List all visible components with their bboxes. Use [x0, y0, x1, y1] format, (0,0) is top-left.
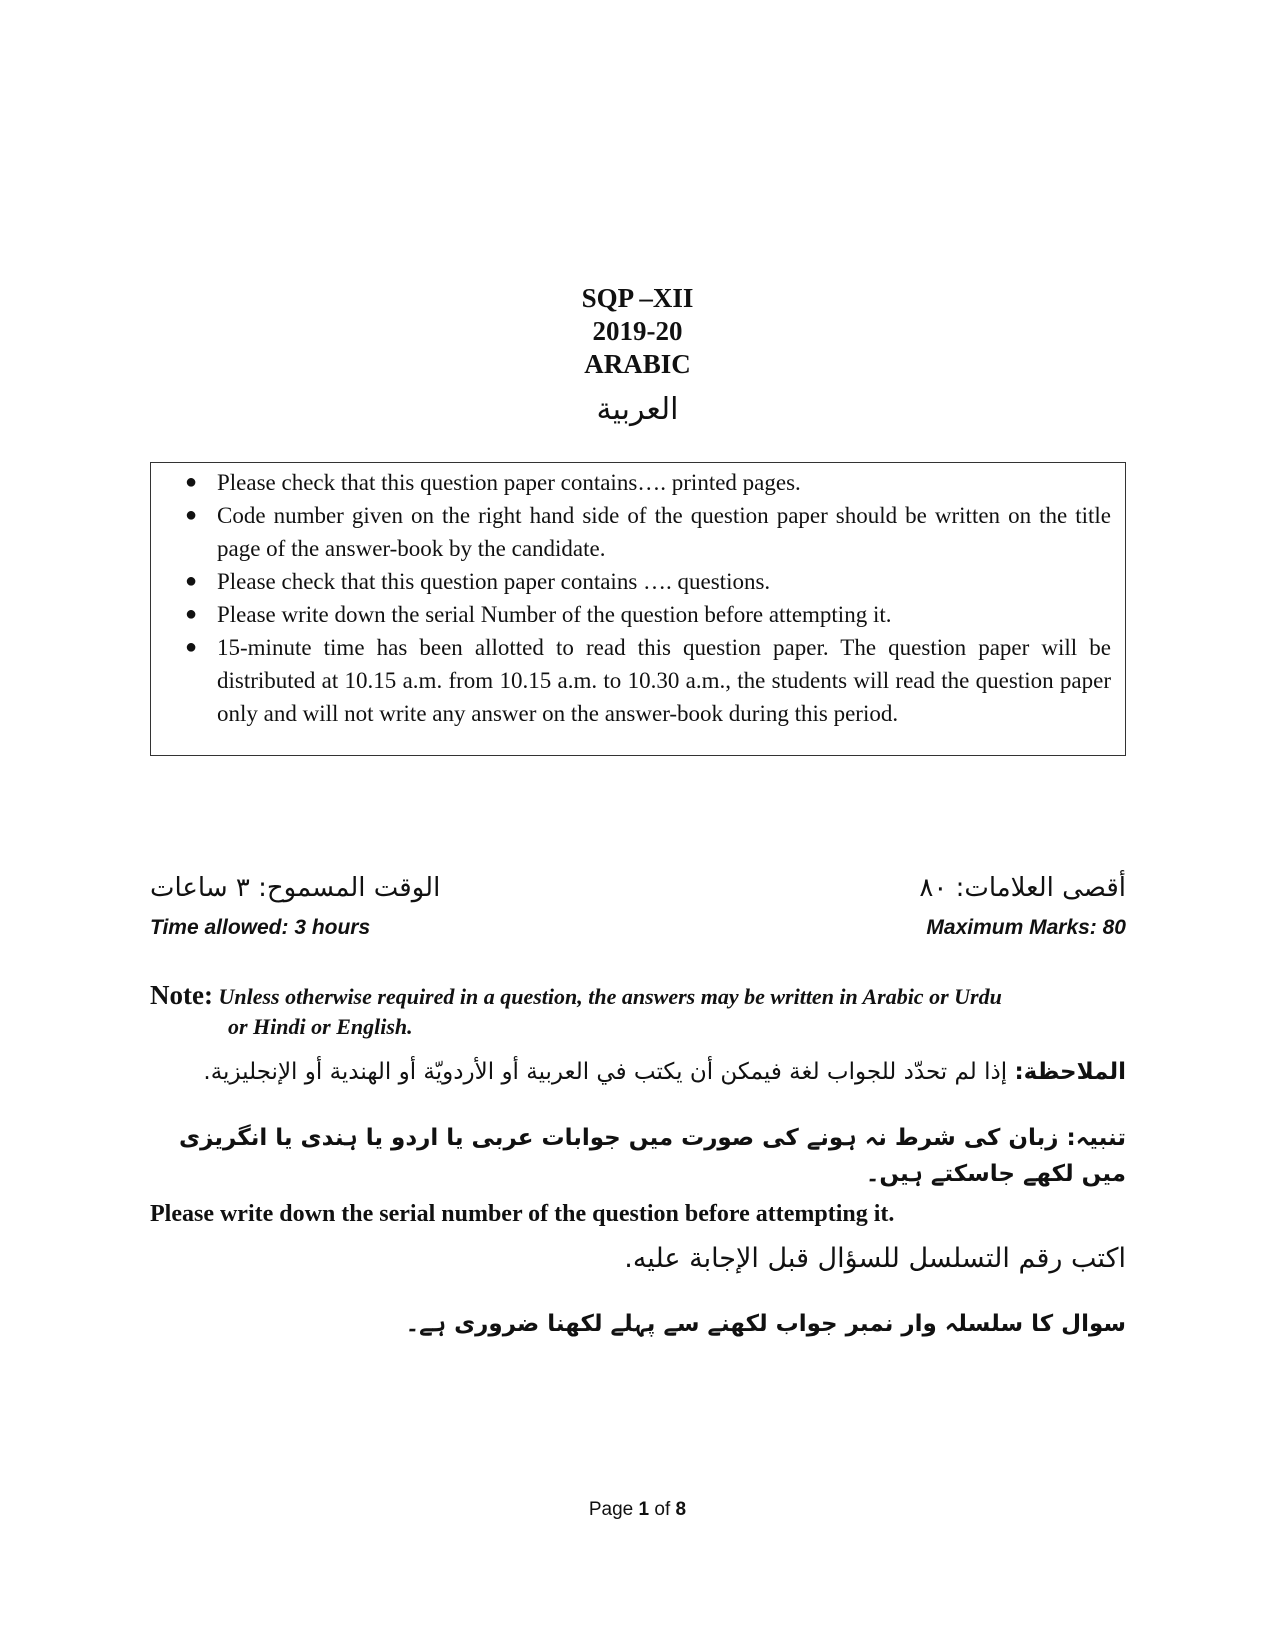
maximum-marks-english: Maximum Marks: 80: [926, 916, 1126, 939]
paper-header: [0, 282, 1275, 433]
note-label: Note:: [150, 980, 213, 1010]
instruction-item: [185, 631, 1111, 730]
bullet-icon: ●: [185, 603, 198, 625]
page-word: Page: [588, 1499, 634, 1520]
note-arabic-text: إذا لم تحدّد للجواب لغة فيمكن أن يكتب في العربية أو الأردويّة أو الهندية أو الإنجليزية.: [203, 1059, 1008, 1085]
serial-instruction-english: Please write down the serial number of the question before attempting it.: [150, 1201, 895, 1227]
note-arabic-label: الملاحظة:: [1014, 1059, 1126, 1085]
paper-code: SQP –XII: [581, 283, 694, 313]
bullet-icon: ●: [185, 504, 198, 526]
time-allowed-english: Time allowed: 3 hours: [150, 916, 371, 939]
instruction-text: Please check that this question paper contains …. questions.: [217, 569, 771, 594]
paper-subject-arabic: العربية: [596, 392, 679, 427]
time-allowed-arabic: الوقت المسموح: ٣ ساعات: [150, 873, 441, 903]
instruction-text: Code number given on the right hand side of the question paper should be written on the title page of the answer-book by the candidate.: [217, 503, 1111, 561]
maximum-marks-arabic: أقصى العلامات: ٨٠: [919, 873, 1126, 903]
total-page-count: 8: [675, 1499, 687, 1520]
current-page-number: 1: [638, 1499, 650, 1520]
instructions-list: [173, 466, 1111, 730]
bullet-icon: ●: [185, 636, 198, 658]
note-urdu-label: تنبیہ:: [1066, 1125, 1126, 1151]
bullet-icon: ●: [185, 570, 198, 592]
serial-instruction-arabic: اكتب رقم التسلسل للسؤال قبل الإجابة عليه.: [624, 1243, 1126, 1274]
page-footer: [0, 1498, 1275, 1522]
instruction-text: Please check that this question paper contains…. printed pages.: [217, 470, 801, 495]
note-urdu-text: زبان کی شرط نہ ہونے کی صورت میں جوابات عربی یا اردو یا ہندی یا انگریزی میں لکھے جاسکتے ہیں۔: [179, 1125, 1126, 1187]
instruction-item: [185, 565, 1111, 598]
paper-subject: ARABIC: [584, 349, 691, 379]
serial-instruction-urdu: سوال کا سلسلہ وار نمبر جواب لکھنے سے پہلے لکھنا ضروری ہے۔: [405, 1311, 1126, 1337]
instruction-text: 15-minute time has been allotted to read this question paper. The question paper will be distributed at 10.15 a.m. from 10.15 a.m. to 10.30 a.m., the students will read the question paper only and will not write any answer on the answer-book during this period.: [217, 635, 1111, 726]
instruction-text: Please write down the serial Number of the question before attempting it.: [217, 602, 892, 627]
instruction-item: [185, 466, 1111, 499]
of-word: of: [654, 1499, 671, 1520]
note-urdu: [150, 1120, 1126, 1192]
paper-year: 2019-20: [592, 316, 683, 346]
instruction-item: [185, 598, 1111, 631]
instruction-item: [185, 499, 1111, 565]
note-text-line1: Unless otherwise required in a question, the answers may be written in Arabic or Urdu: [218, 984, 1002, 1009]
instructions-box: [150, 462, 1126, 756]
note-arabic: [150, 1054, 1126, 1090]
note-text-line2: or Hindi or English.: [228, 1014, 413, 1039]
note-english: [150, 980, 1126, 1042]
bullet-icon: ●: [185, 471, 198, 493]
